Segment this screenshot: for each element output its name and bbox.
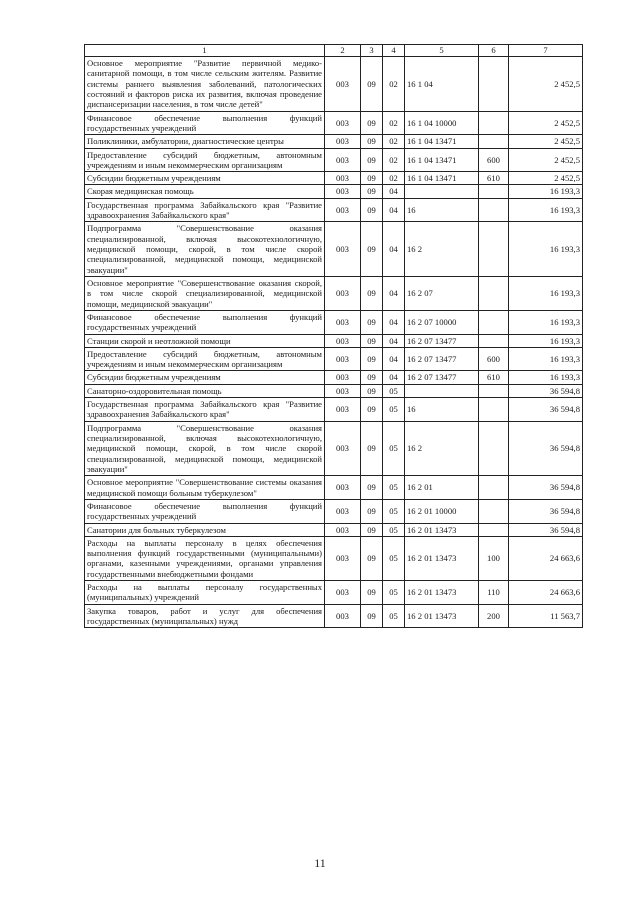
target-article-cell: 16 <box>405 198 479 222</box>
target-article-cell: 16 1 04 10000 <box>405 111 479 135</box>
department-code-cell: 003 <box>325 398 361 422</box>
row-name-cell: Санатории для больных туберкулезом <box>85 523 325 536</box>
department-code-cell: 003 <box>325 604 361 628</box>
target-article-cell: 16 <box>405 398 479 422</box>
subsection-code-cell: 02 <box>383 135 405 148</box>
table-row <box>85 172 583 185</box>
department-code-cell: 003 <box>325 384 361 397</box>
target-article-cell <box>405 384 479 397</box>
section-code-cell: 09 <box>361 421 383 476</box>
expense-type-cell <box>479 198 509 222</box>
target-article-cell: 16 2 01 13473 <box>405 581 479 605</box>
subsection-code-cell: 05 <box>383 536 405 580</box>
amount-cell: 2 452,5 <box>509 57 583 112</box>
expense-type-cell <box>479 185 509 198</box>
table-row <box>85 310 583 334</box>
subsection-code-cell: 04 <box>383 222 405 277</box>
department-code-cell: 003 <box>325 185 361 198</box>
section-code-cell: 09 <box>361 523 383 536</box>
row-name-cell: Основное мероприятие "Развитие первичной медико-санитарной помощи, в том числе сельским жителям. Развитие системы раннего выявления заболеваний, патологических состояний и факторов риска их развития, включая проведение диспансеризации населения, в том числе детей" <box>85 57 325 112</box>
target-article-cell: 16 2 01 13473 <box>405 536 479 580</box>
department-code-cell: 003 <box>325 581 361 605</box>
section-code-cell: 09 <box>361 371 383 384</box>
amount-cell: 16 193,3 <box>509 310 583 334</box>
target-article-cell: 16 2 07 10000 <box>405 310 479 334</box>
section-code-cell: 09 <box>361 310 383 334</box>
subsection-code-cell: 02 <box>383 172 405 185</box>
row-name-cell: Основное мероприятие "Совершенствование системы оказания медицинской помощи больным туберкулезом" <box>85 476 325 500</box>
table-row <box>85 276 583 310</box>
section-code-cell: 09 <box>361 148 383 172</box>
amount-cell: 16 193,3 <box>509 198 583 222</box>
expense-type-cell <box>479 310 509 334</box>
header-cell: 4 <box>383 45 405 57</box>
table-row <box>85 421 583 476</box>
header-row <box>85 45 583 57</box>
department-code-cell: 003 <box>325 523 361 536</box>
row-name-cell: Скорая медицинская помощь <box>85 185 325 198</box>
amount-cell: 16 193,3 <box>509 347 583 371</box>
section-code-cell: 09 <box>361 57 383 112</box>
expense-type-cell <box>479 276 509 310</box>
amount-cell: 24 663,6 <box>509 581 583 605</box>
expense-type-cell: 200 <box>479 604 509 628</box>
header-cell: 7 <box>509 45 583 57</box>
amount-cell: 36 594,8 <box>509 476 583 500</box>
expense-type-cell <box>479 384 509 397</box>
section-code-cell: 09 <box>361 604 383 628</box>
expense-type-cell: 100 <box>479 536 509 580</box>
target-article-cell: 16 2 <box>405 222 479 277</box>
page-number: 11 <box>314 856 326 870</box>
row-name-cell: Расходы на выплаты персоналу в целях обеспечения выполнения функций государственными (муниципальными) органами, казенными учреждениями, органами управления государственными внебюджетными фондами <box>85 536 325 580</box>
row-name-cell: Станции скорой и неотложной помощи <box>85 334 325 347</box>
table-row <box>85 135 583 148</box>
table-row <box>85 476 583 500</box>
row-name-cell: Финансовое обеспечение выполнения функций государственных учреждений <box>85 310 325 334</box>
header-cell: 6 <box>479 45 509 57</box>
amount-cell: 16 193,3 <box>509 222 583 277</box>
subsection-code-cell: 05 <box>383 398 405 422</box>
target-article-cell: 16 2 07 <box>405 276 479 310</box>
subsection-code-cell: 04 <box>383 185 405 198</box>
subsection-code-cell: 05 <box>383 604 405 628</box>
target-article-cell: 16 1 04 13471 <box>405 148 479 172</box>
row-name-cell: Основное мероприятие "Совершенствование оказания скорой, в том числе скорой специализированной, медицинской помощи, медицинской эвакуации" <box>85 276 325 310</box>
department-code-cell: 003 <box>325 276 361 310</box>
header-cell: 2 <box>325 45 361 57</box>
expense-type-cell <box>479 499 509 523</box>
header-cell: 3 <box>361 45 383 57</box>
subsection-code-cell: 04 <box>383 276 405 310</box>
department-code-cell: 003 <box>325 334 361 347</box>
section-code-cell: 09 <box>361 111 383 135</box>
table-row <box>85 111 583 135</box>
amount-cell: 36 594,8 <box>509 398 583 422</box>
table-row <box>85 185 583 198</box>
section-code-cell: 09 <box>361 347 383 371</box>
expense-type-cell <box>479 421 509 476</box>
row-name-cell: Подпрограмма "Совершенствование оказания специализированной, включая высокотехнологичную, медицинской помощи, скорой, в том числе скорой специализированной, медицинской помощи, медицинской эвакуации" <box>85 222 325 277</box>
section-code-cell: 09 <box>361 398 383 422</box>
table-row <box>85 57 583 112</box>
document-page <box>84 44 582 628</box>
row-name-cell: Финансовое обеспечение выполнения функций государственных учреждений <box>85 111 325 135</box>
target-article-cell: 16 2 07 13477 <box>405 371 479 384</box>
subsection-code-cell: 04 <box>383 310 405 334</box>
amount-cell: 2 452,5 <box>509 172 583 185</box>
expense-type-cell: 610 <box>479 172 509 185</box>
row-name-cell: Финансовое обеспечение выполнения функций государственных учреждений <box>85 499 325 523</box>
department-code-cell: 003 <box>325 499 361 523</box>
table-body <box>85 57 583 628</box>
table-row <box>85 371 583 384</box>
subsection-code-cell: 02 <box>383 57 405 112</box>
table-row <box>85 398 583 422</box>
amount-cell: 16 193,3 <box>509 371 583 384</box>
department-code-cell: 003 <box>325 310 361 334</box>
subsection-code-cell: 04 <box>383 347 405 371</box>
table-row <box>85 198 583 222</box>
table-row <box>85 581 583 605</box>
table-row <box>85 148 583 172</box>
amount-cell: 36 594,8 <box>509 523 583 536</box>
table-row <box>85 604 583 628</box>
subsection-code-cell: 04 <box>383 198 405 222</box>
section-code-cell: 09 <box>361 185 383 198</box>
target-article-cell: 16 2 01 13473 <box>405 604 479 628</box>
table-row <box>85 347 583 371</box>
section-code-cell: 09 <box>361 536 383 580</box>
row-name-cell: Закупка товаров, работ и услуг для обеспечения государственных (муниципальных) нужд <box>85 604 325 628</box>
target-article-cell: 16 1 04 13471 <box>405 135 479 148</box>
amount-cell: 2 452,5 <box>509 148 583 172</box>
expense-type-cell <box>479 334 509 347</box>
target-article-cell: 16 1 04 <box>405 57 479 112</box>
subsection-code-cell: 05 <box>383 421 405 476</box>
expense-type-cell: 600 <box>479 347 509 371</box>
subsection-code-cell: 05 <box>383 384 405 397</box>
section-code-cell: 09 <box>361 172 383 185</box>
expense-type-cell: 110 <box>479 581 509 605</box>
section-code-cell: 09 <box>361 334 383 347</box>
target-article-cell: 16 2 07 13477 <box>405 347 479 371</box>
amount-cell: 36 594,8 <box>509 421 583 476</box>
subsection-code-cell: 05 <box>383 523 405 536</box>
expense-type-cell: 600 <box>479 148 509 172</box>
expense-type-cell <box>479 135 509 148</box>
row-name-cell: Поликлиники, амбулатории, диагностические центры <box>85 135 325 148</box>
department-code-cell: 003 <box>325 172 361 185</box>
amount-cell: 16 193,3 <box>509 185 583 198</box>
header-cell: 1 <box>85 45 325 57</box>
target-article-cell: 16 1 04 13471 <box>405 172 479 185</box>
department-code-cell: 003 <box>325 222 361 277</box>
target-article-cell: 16 2 01 <box>405 476 479 500</box>
row-name-cell: Предоставление субсидий бюджетным, автономным учреждениям и иным некоммерческим организациям <box>85 148 325 172</box>
department-code-cell: 003 <box>325 421 361 476</box>
expense-type-cell: 610 <box>479 371 509 384</box>
header-cell: 5 <box>405 45 479 57</box>
amount-cell: 16 193,3 <box>509 334 583 347</box>
section-code-cell: 09 <box>361 135 383 148</box>
section-code-cell: 09 <box>361 384 383 397</box>
section-code-cell: 09 <box>361 499 383 523</box>
expense-type-cell <box>479 57 509 112</box>
section-code-cell: 09 <box>361 476 383 500</box>
department-code-cell: 003 <box>325 57 361 112</box>
expense-type-cell <box>479 476 509 500</box>
row-name-cell: Подпрограмма "Совершенствование оказания специализированной, включая высокотехнологичную, медицинской помощи, скорой, в том числе скорой специализированной, медицинской помощи, медицинской эвакуации" <box>85 421 325 476</box>
amount-cell: 36 594,8 <box>509 499 583 523</box>
department-code-cell: 003 <box>325 347 361 371</box>
subsection-code-cell: 02 <box>383 111 405 135</box>
expense-type-cell <box>479 523 509 536</box>
target-article-cell: 16 2 01 13473 <box>405 523 479 536</box>
budget-table <box>84 44 583 628</box>
row-name-cell: Субсидии бюджетным учреждениям <box>85 172 325 185</box>
subsection-code-cell: 02 <box>383 148 405 172</box>
department-code-cell: 003 <box>325 371 361 384</box>
section-code-cell: 09 <box>361 581 383 605</box>
subsection-code-cell: 04 <box>383 334 405 347</box>
table-row <box>85 536 583 580</box>
row-name-cell: Предоставление субсидий бюджетным, автономным учреждениям и иным некоммерческим организациям <box>85 347 325 371</box>
row-name-cell: Субсидии бюджетным учреждениям <box>85 371 325 384</box>
table-row <box>85 523 583 536</box>
section-code-cell: 09 <box>361 198 383 222</box>
expense-type-cell <box>479 222 509 277</box>
table-row <box>85 384 583 397</box>
department-code-cell: 003 <box>325 148 361 172</box>
table-row <box>85 222 583 277</box>
row-name-cell: Государственная программа Забайкальского края "Развитие здравоохранения Забайкальского края" <box>85 198 325 222</box>
amount-cell: 16 193,3 <box>509 276 583 310</box>
subsection-code-cell: 05 <box>383 499 405 523</box>
subsection-code-cell: 05 <box>383 476 405 500</box>
amount-cell: 2 452,5 <box>509 135 583 148</box>
department-code-cell: 003 <box>325 476 361 500</box>
table-row <box>85 499 583 523</box>
subsection-code-cell: 04 <box>383 371 405 384</box>
row-name-cell: Санаторно-оздоровительная помощь <box>85 384 325 397</box>
section-code-cell: 09 <box>361 276 383 310</box>
expense-type-cell <box>479 398 509 422</box>
expense-type-cell <box>479 111 509 135</box>
section-code-cell: 09 <box>361 222 383 277</box>
row-name-cell: Расходы на выплаты персоналу государственных (муниципальных) учреждений <box>85 581 325 605</box>
subsection-code-cell: 05 <box>383 581 405 605</box>
department-code-cell: 003 <box>325 536 361 580</box>
amount-cell: 2 452,5 <box>509 111 583 135</box>
amount-cell: 11 563,7 <box>509 604 583 628</box>
row-name-cell: Государственная программа Забайкальского края "Развитие здравоохранения Забайкальского края" <box>85 398 325 422</box>
amount-cell: 36 594,8 <box>509 384 583 397</box>
department-code-cell: 003 <box>325 111 361 135</box>
target-article-cell <box>405 185 479 198</box>
table-row <box>85 334 583 347</box>
target-article-cell: 16 2 07 13477 <box>405 334 479 347</box>
target-article-cell: 16 2 <box>405 421 479 476</box>
amount-cell: 24 663,6 <box>509 536 583 580</box>
department-code-cell: 003 <box>325 198 361 222</box>
department-code-cell: 003 <box>325 135 361 148</box>
target-article-cell: 16 2 01 10000 <box>405 499 479 523</box>
